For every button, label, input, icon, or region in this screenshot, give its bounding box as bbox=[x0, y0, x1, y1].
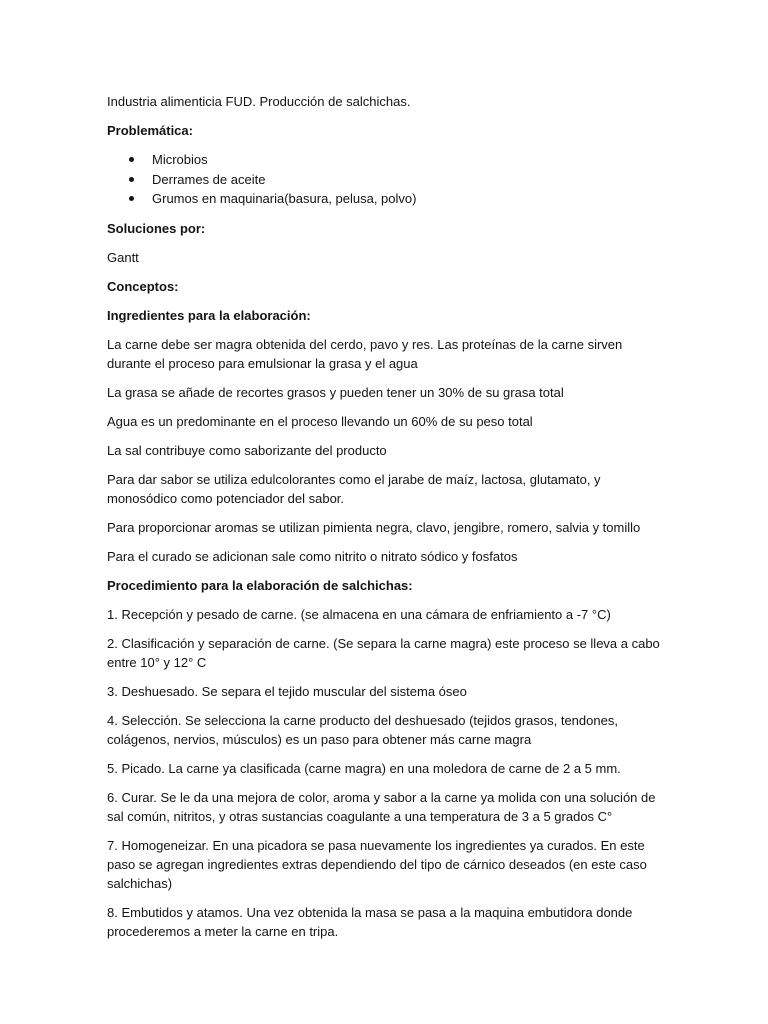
ingredients-heading: Ingredientes para la elaboración: bbox=[107, 307, 311, 323]
ingredient-paragraph: La carne debe ser magra obtenida del cerdo, pavo y res. Las proteínas de la carne sirven durante el proceso para emulsionar la grasa y el agua bbox=[107, 336, 623, 371]
document-body bbox=[107, 92, 667, 951]
list-item bbox=[107, 189, 667, 209]
problem-heading: Problemática: bbox=[107, 123, 193, 138]
list-item-text: Microbios bbox=[152, 152, 208, 167]
bullet-icon bbox=[129, 196, 134, 201]
procedure-step: 2. Clasificación y separación de carne. (Se separa la carne magra) este proceso se lleva a cabo entre 10° y 12° C bbox=[107, 635, 660, 670]
ingredient-paragraph: Agua es un predominante en el proceso llevando un 60% de su peso total bbox=[107, 413, 533, 429]
list-item bbox=[107, 170, 667, 190]
list-item-text: Grumos en maquinaria(basura, pelusa, polvo) bbox=[152, 191, 417, 206]
bullet-icon bbox=[129, 177, 134, 182]
problem-list bbox=[107, 150, 667, 209]
procedure-heading: Procedimiento para la elaboración de salchichas: bbox=[107, 577, 413, 593]
ingredient-paragraph: Para dar sabor se utiliza edulcolorantes como el jarabe de maíz, lactosa, glutamato, y monosódico como potenciador del sabor. bbox=[107, 471, 601, 506]
ingredient-paragraph: La sal contribuye como saborizante del producto bbox=[107, 442, 387, 458]
concepts-heading: Conceptos: bbox=[107, 278, 179, 294]
ingredient-paragraph: La grasa se añade de recortes grasos y pueden tener un 30% de su grasa total bbox=[107, 384, 564, 400]
procedure-step: 3. Deshuesado. Se separa el tejido muscular del sistema óseo bbox=[107, 683, 467, 699]
bullet-icon bbox=[129, 157, 134, 162]
solution-text: Gantt bbox=[107, 249, 139, 265]
solutions-heading: Soluciones por: bbox=[107, 220, 206, 236]
procedure-step: 6. Curar. Se le da una mejora de color, aroma y sabor a la carne ya molida con una solución de sal común, nitritos, y otras sustancias coagulante a una temperatura de 3 a 5 grados C° bbox=[107, 789, 656, 824]
procedure-step: 7. Homogeneizar. En una picadora se pasa nuevamente los ingredientes ya curados. En este paso se agregan ingredientes extras dependiendo del tipo de cárnico deseados (en este caso salchichas) bbox=[107, 837, 647, 891]
list-item bbox=[107, 150, 667, 170]
list-item-text: Derrames de aceite bbox=[152, 171, 266, 187]
document-title: Industria alimenticia FUD. Producción de salchichas. bbox=[107, 94, 411, 109]
procedure-step: 1. Recepción y pesado de carne. (se almacena en una cámara de enfriamiento a -7 °C) bbox=[107, 606, 611, 622]
procedure-step: 8. Embutidos y atamos. Una vez obtenida la masa se pasa a la maquina embutidora donde procederemos a meter la carne en tripa. bbox=[107, 904, 633, 939]
procedure-step: 4. Selección. Se selecciona la carne producto del deshuesado (tejidos grasos, tendones, colágenos, nervios, músculos) es un paso para obtener más carne magra bbox=[107, 712, 618, 747]
procedure-step: 5. Picado. La carne ya clasificada (carne magra) en una moledora de carne de 2 a 5 mm. bbox=[107, 760, 621, 776]
ingredient-paragraph: Para proporcionar aromas se utilizan pimienta negra, clavo, jengibre, romero, salvia y tomillo bbox=[107, 519, 641, 535]
ingredient-paragraph: Para el curado se adicionan sale como nitrito o nitrato sódico y fosfatos bbox=[107, 548, 518, 564]
